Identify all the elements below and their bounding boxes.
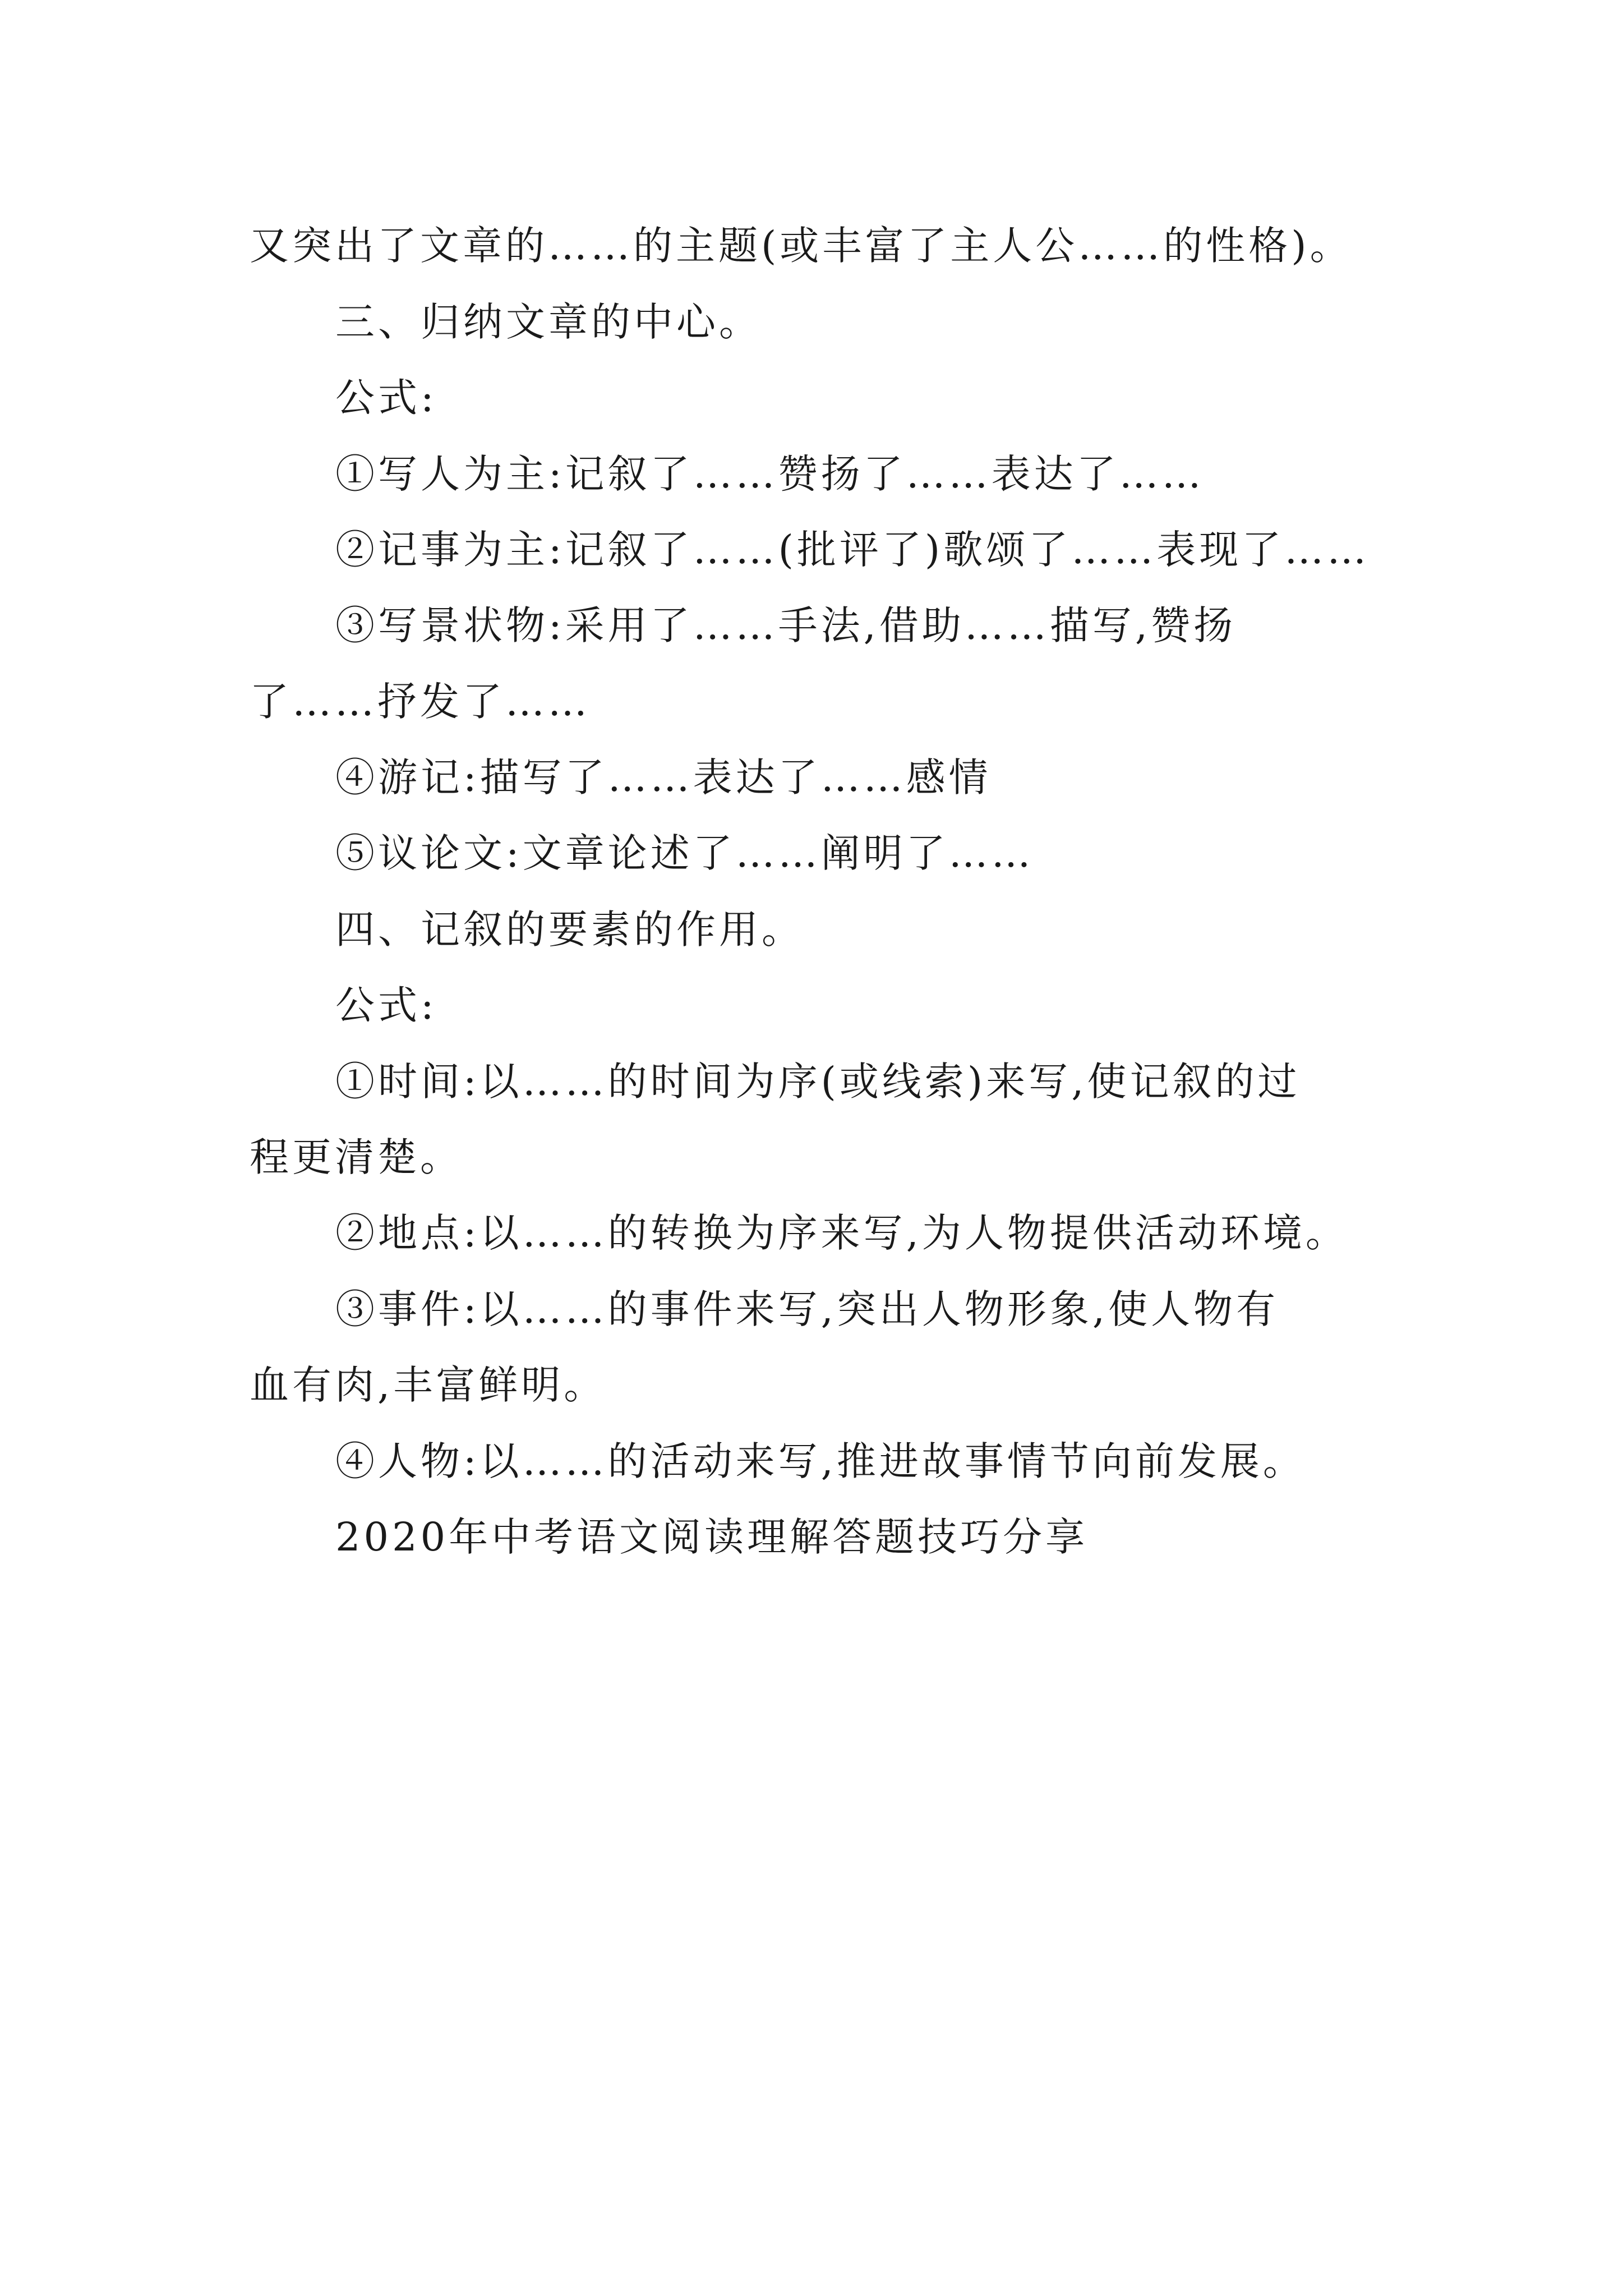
text-line: 又突出了文章的……的主题(或丰富了主人公……的性格)。 xyxy=(250,223,1353,269)
section-heading: 三、归纳文章的中心。 xyxy=(335,299,762,345)
text-line: ③写景状物:采用了……手法,借助……描写,赞扬 xyxy=(335,602,1237,648)
text-line: ⑤议论文:文章论述了……阐明了…… xyxy=(335,830,1034,876)
text-line: ①写人为主:记叙了……赞扬了……表达了…… xyxy=(335,451,1205,497)
text-line: ④游记:描写了……表达了……感情 xyxy=(335,754,992,800)
text-line: ②地点:以……的转换为序来写,为人物提供活动环境。 xyxy=(335,1210,1348,1256)
text-line: ③事件:以……的事件来写,突出人物形象,使人物有 xyxy=(335,1286,1279,1332)
text-line: ①时间:以……的时间为序(或线索)来写,使记叙的过 xyxy=(335,1059,1301,1105)
text-line: 程更清楚。 xyxy=(250,1134,463,1180)
formula-label: 公式: xyxy=(335,982,437,1028)
section-heading: 四、记叙的要素的作用。 xyxy=(335,907,804,953)
text-line: 了……抒发了…… xyxy=(250,679,591,725)
document-title-line: 2020年中考语文阅读理解答题技巧分享 xyxy=(335,1514,1089,1560)
text-line: 血有肉,丰富鲜明。 xyxy=(250,1362,607,1408)
formula-label: 公式: xyxy=(335,375,437,421)
text-line: ④人物:以……的活动来写,推进故事情节向前发展。 xyxy=(335,1438,1306,1484)
text-line: ②记事为主:记叙了……(批评了)歌颂了……表现了…… xyxy=(335,527,1370,573)
